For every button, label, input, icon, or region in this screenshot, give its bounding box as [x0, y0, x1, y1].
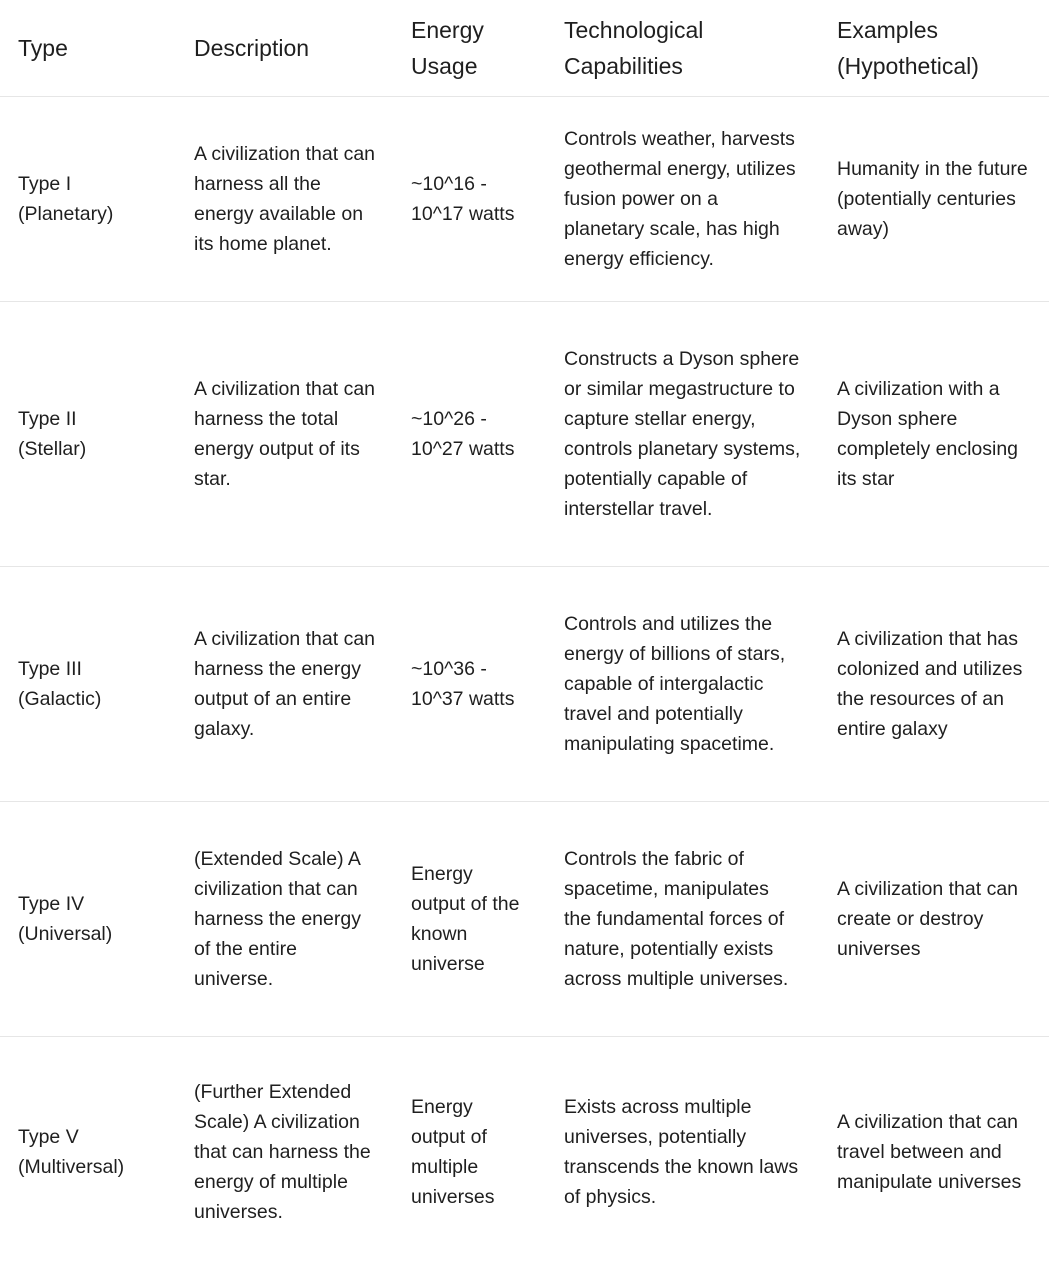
cell-examples: A civilization with a Dyson sphere completely enclosing its star	[837, 378, 1019, 490]
header-technological-capabilities: Technological Capabilities	[564, 17, 704, 79]
header-row	[0, 0, 1049, 97]
cell-description: (Further Extended Scale) A civilization that can harness the energy of multiple universes.	[194, 1080, 371, 1223]
table-row	[0, 97, 1049, 302]
cell-technological-capabilities: Controls and utilizes the energy of billions of stars, capable of intergalactic travel and potentially manipulating spacetime.	[564, 613, 786, 755]
table-row	[0, 567, 1049, 802]
cell-examples: A civilization that can travel between and manipulate universes	[837, 1110, 1022, 1193]
cell-examples: A civilization that can create or destroy universes	[837, 878, 1019, 960]
header-type: Type	[18, 35, 68, 61]
table-header	[0, 0, 1049, 97]
cell-energy-usage: ~10^36 - 10^37 watts	[411, 658, 515, 710]
header-examples: Examples (Hypothetical)	[837, 17, 979, 79]
cell-examples: Humanity in the future (potentially centuries away)	[837, 158, 1028, 240]
cell-type: Type I (Planetary)	[18, 173, 114, 225]
cell-type: Type V (Multiversal)	[18, 1125, 125, 1178]
table-row	[0, 802, 1049, 1037]
cell-examples: A civilization that has colonized and utilizes the resources of an entire galaxy	[837, 628, 1023, 740]
cell-energy-usage: Energy output of multiple universes	[411, 1095, 495, 1208]
cell-energy-usage: ~10^26 - 10^27 watts	[411, 408, 515, 460]
cell-type: Type III (Galactic)	[18, 658, 102, 710]
cell-energy-usage: ~10^16 - 10^17 watts	[411, 173, 515, 225]
table-body	[0, 97, 1049, 1266]
cell-technological-capabilities: Constructs a Dyson sphere or similar megastructure to capture stellar energy, controls planetary systems, potentially capable of interstellar travel.	[564, 348, 801, 520]
cell-technological-capabilities: Controls the fabric of spacetime, manipulates the fundamental forces of nature, potentially exists across multiple universes.	[564, 848, 789, 990]
cell-description: (Extended Scale) A civilization that can harness the energy of the entire universe.	[194, 848, 361, 990]
table-row	[0, 1037, 1049, 1266]
header-energy-usage: Energy Usage	[411, 17, 484, 79]
cell-description: A civilization that can harness the energy output of an entire galaxy.	[194, 628, 376, 740]
cell-energy-usage: Energy output of the known universe	[411, 863, 520, 975]
header-description: Description	[194, 35, 310, 61]
table-row	[0, 302, 1049, 567]
cell-type: Type II (Stellar)	[18, 408, 87, 460]
cell-type: Type IV (Universal)	[18, 893, 113, 945]
cell-technological-capabilities: Exists across multiple universes, potentially transcends the known laws of physics.	[564, 1095, 799, 1208]
cell-description: A civilization that can harness the total energy output of its star.	[194, 378, 376, 490]
cell-description: A civilization that can harness all the energy available on its home planet.	[194, 143, 376, 255]
cell-technological-capabilities: Controls weather, harvests geothermal energy, utilizes fusion power on a planetary scale, has high energy efficiency.	[564, 128, 796, 270]
